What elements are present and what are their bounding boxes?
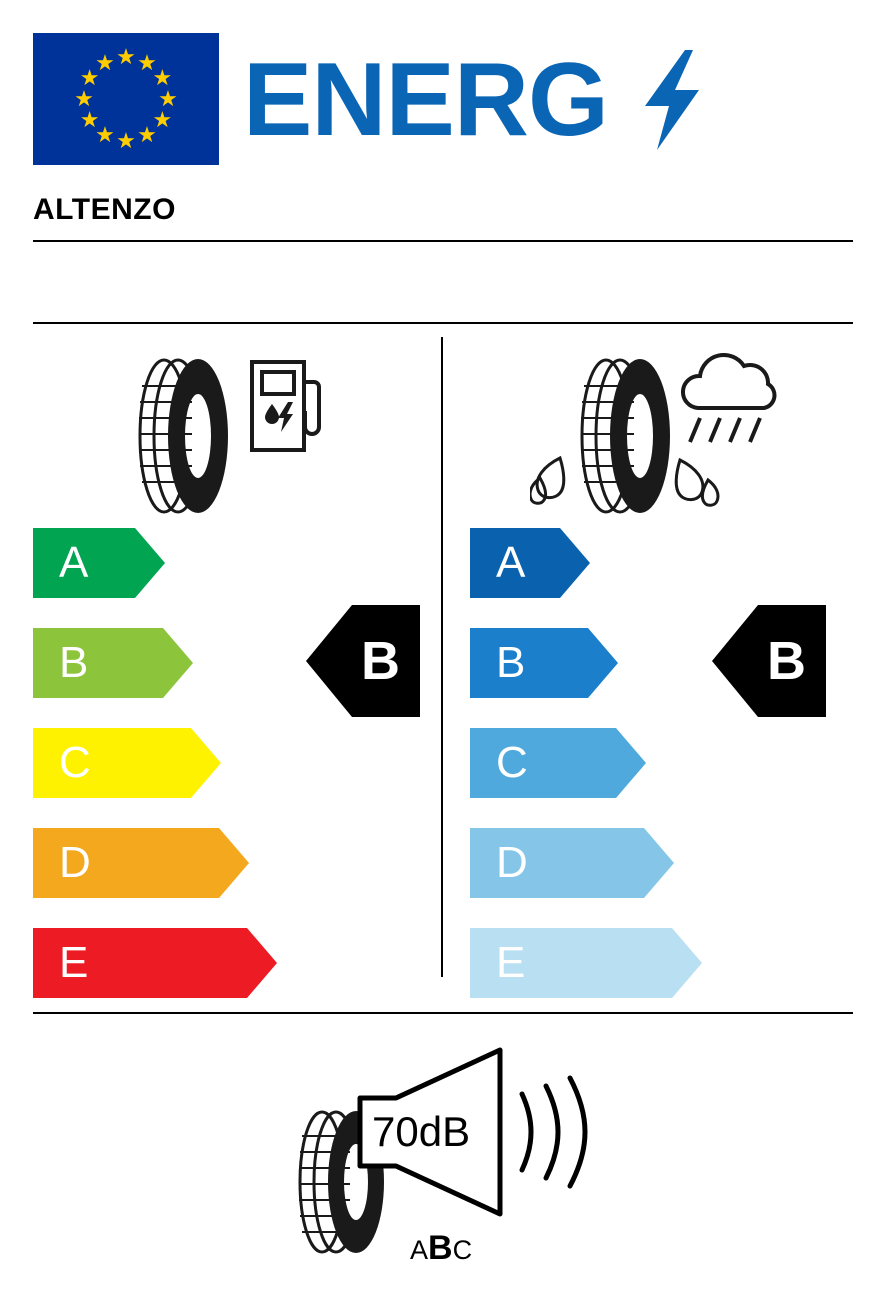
tire-icon-fuel: [126, 356, 244, 521]
divider-vertical: [441, 337, 443, 977]
fuel-class-b: [33, 628, 193, 698]
fuel-class-letter: D: [59, 838, 91, 887]
brand-name: ALTENZO: [33, 193, 176, 226]
fuel-class-letter: E: [59, 938, 89, 987]
fuel-class-d: [33, 828, 249, 898]
fuel-class-e: [33, 928, 277, 998]
wet-class-e: [470, 928, 702, 998]
fuel-class-letter: A: [59, 538, 89, 587]
fuel-efficiency-rating: [306, 605, 420, 717]
lightning-bolt-icon: [641, 50, 703, 150]
fuel-class-c: [33, 728, 221, 798]
wet-class-c: [470, 728, 646, 798]
fuel-class-letter: C: [59, 738, 91, 787]
wet-rating-letter: B: [767, 631, 806, 691]
noise-class-b-selected: B: [428, 1229, 453, 1267]
divider-top: [33, 240, 853, 242]
sound-waves-icon: [512, 1072, 594, 1197]
rain-cloud-icon: [676, 352, 786, 465]
noise-class-c: C: [452, 1235, 473, 1265]
fuel-class-letter: B: [59, 638, 89, 687]
eu-flag: ★ ★ ★ ★ ★ ★ ★ ★ ★ ★ ★ ★: [33, 33, 219, 165]
divider-sections: [33, 322, 853, 324]
wet-class-a: [470, 528, 590, 598]
noise-class-a: A: [410, 1235, 429, 1265]
wet-class-letter: A: [496, 538, 526, 587]
wet-class-b: [470, 628, 618, 698]
noise-value: 70dB: [372, 1108, 471, 1155]
fuel-class-a: [33, 528, 165, 598]
fuel-pump-icon: [248, 356, 324, 461]
fuel-rating-letter: B: [361, 631, 400, 691]
wet-class-letter: B: [496, 638, 526, 687]
wet-class-letter: C: [496, 738, 528, 787]
wet-grip-rating: [712, 605, 826, 717]
wet-class-d: [470, 828, 674, 898]
divider-noise: [33, 1012, 853, 1014]
wet-class-letter: E: [496, 938, 526, 987]
energy-wordmark: ENERG: [243, 42, 608, 158]
wet-class-letter: D: [496, 838, 528, 887]
noise-class-scale: [410, 1231, 472, 1265]
